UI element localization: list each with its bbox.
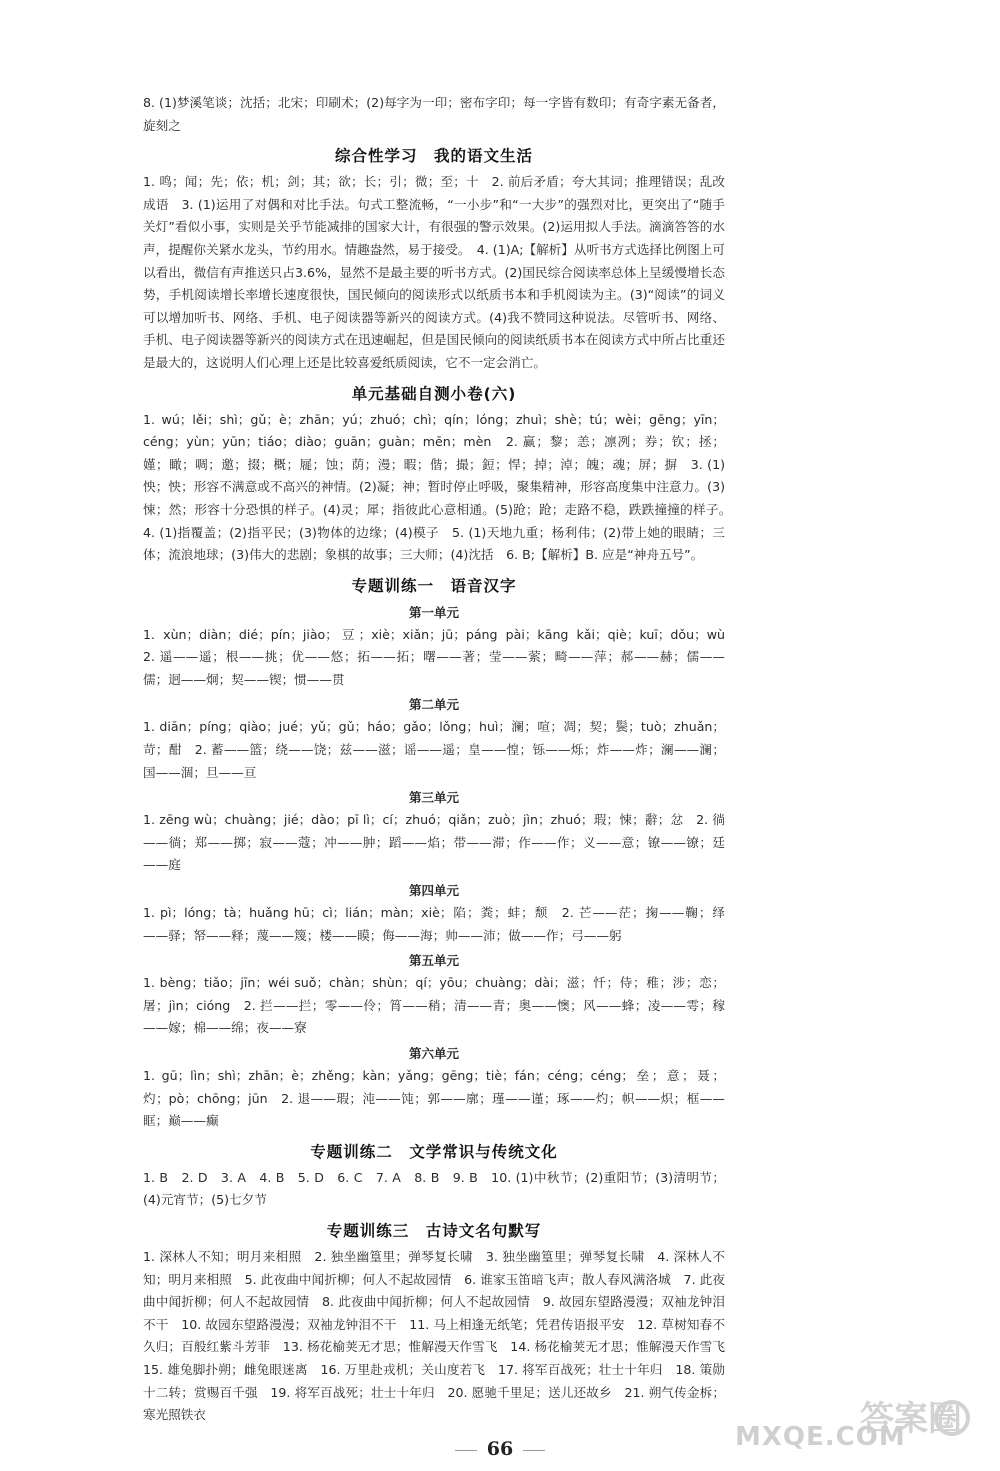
section-text-unit-test-6: 1. wú；lěi；shì；gǔ；è；zhān；yú；zhuó；chì；qín；lóng；zhuì；shè；tú；wèi；gēng；yīn；céng；yùn；yūn；tiáo；diào；guān；guàn；mēn；mèn 2. 赢；黎；恙；凛冽；券；钦；拯；嫤；瞰；啁；邀；掇；概；屣；蚀；荫；漫；暇；偕；撮；鋀；悍；掉；淖；魄；魂；屏；摒 3. (1)怏；怏；形容不满意或不高兴的神情。(2)凝；神；暂时停止呼吸，聚集精神，形容高度集中注意力。(3)悚；然；形容十分恐惧的样子。(4)灵；犀；指彼此心意相通。(5)跄；跄；走路不稳，跌跌撞撞的样子。 4. (1)指覆盖；(2)指平民；(3)物体的边缘；(4)模子 5. (1)天地九重；杨利伟；(2)带上她的眼睛；三体；流浪地球；(3)伟大的悲剧；象棋的故事；三大师；(4)沈括 6. B;【解析】B. 应是“神舟五号”。: [143, 411, 738, 563]
unit-title-3: 第三单元: [408, 790, 459, 806]
watermark-site: MXQE.COM: [735, 1422, 906, 1452]
section-title-poetry: 专题训练三 古诗文名句默写: [326, 1221, 542, 1240]
section-text-poetry: 1. 深林人不知；明月来相照 2. 独坐幽篁里；弹琴复长啸 3. 独坐幽篁里；弹琴复长啸 4. 深林人不知；明月来相照 5. 此夜曲中闻折柳；何人不起故园情 6. 谁家玉笛暗飞声；散人春风满洛城 7. 此夜曲中闻折柳；何人不起故园情 8. 此夜曲中闻折柳；何人不起故园情 9. 故园东望路漫漫；双袖龙钟泪不干 10. 故园东望路漫漫；双袖龙钟泪不干 11. 马上相逢无纸笔；凭君传语报平安 12. 草树知春不久归；百般红紫斗芳菲 13. 杨花榆荚无才思；惟解漫天作雪飞 14. 杨花榆荚无才思；惟解漫天作雪飞 15. 雄兔脚扑朔；雌兔眼迷离 16. 万里赴戎机；关山度若飞 17. 将军百战死；壮士十年归 18. 策勋十二转；赏赐百千强 19. 将军百战死；壮士十年归 20. 愿驰千里足；送儿还故乡 21. 朔气传金柝；寒光照铁衣: [143, 1248, 738, 1423]
unit-text-1: 1. xùn；diàn；dié；pín；jiào；豆；xiè；xiǎn；jū；páng pài；kāng kǎi；qiè；kuī；dǒu；wù 2. 遥——遥；根——挑；优——悠；拓——拓；曙——著；莹——萦；畸——萍；郝——赫；儒——儒；迥——炯；契——锲；惯——贯: [143, 626, 738, 687]
section-text-comprehensive-learning: 1. 鸣；闻；先；依；机；剑；其；欲；长；引；微；至；十 2. 前后矛盾；夸大其词；推理错误；乱改成语 3. (1)运用了对偶和对比手法。句式工整流畅，“一小步”和“一大步”的强烈对比，更突出了“随手关灯”看似小事，实则是关乎节能减排的国家大计，有很强的警示效果。(2)运用拟人手法。滴滴答答的水声，提醒你关紧水龙头，节约用水。情趣盎然，易于接受。 4. (1)A;【解析】从听书方式选择比例图上可以看出，微信有声推送只占3.6%，显然不是最主要的听书方式。(2)国民综合阅读率总体上呈缓慢增长态势，手机阅读增长率增长速度很快，国民倾向的阅读形式以纸质书本和手机阅读为主。(3)“阅读”的词义可以增加听书、网络、手机、电子阅读器等新兴的阅读方式。(4)我不赞同这种说法。尽管听书、网络、手机、电子阅读器等新兴的阅读方式在迅速崛起，但是国民倾向的阅读纸质书本在阅读方式中所占比重还是最大的，这说明人们心理上还是比较喜爱纸质阅读，它不一定会消亡。: [143, 174, 725, 370]
unit-title-4: 第四单元: [408, 883, 459, 899]
unit-text-5: 1. bèng；tiǎo；jīn；wéi suǒ；chàn；shùn；qí；yōu；chuàng；dài；滋；忏；侍；稚；涉；恋；屠；jìn；cióng 2. 拦——拦；零——伶；筲——稍；清——青；奥——懊；风——蜂；凌——雩；稼——嫁；棉——绵；夜——寮: [143, 975, 725, 1036]
section-title-phonetics: 专题训练一 语音汉字: [351, 576, 517, 595]
unit-text-3: 1. zēng wù；chuàng；jié；dào；pī lì；cí；zhuó；qiǎn；zuò；jìn；zhuó；瑕；悚；辭；忿 2. 徜——徜；郑——掷；寂——蔻；冲——肿；蹈——焰；带——滞；作——作；义——意；镣——镣；廷——庭: [143, 812, 725, 873]
unit-title-2: 第二单元: [408, 697, 459, 713]
document-page: [143, 92, 738, 1427]
unit-text-4: 1. pì；lóng；tà；huǎng hū；cì；lián；màn；xiè；陷；粪；蚌；颓 2. 芒——茫；掬——鞠；绎——驿；帑——释；蔑——篾；楼——瞙；侮——海；帅——沛；做——作；弓——躬: [143, 905, 725, 943]
unit-text-2: 1. diān；píng；qiào；jué；yǔ；gǔ；háo；gǎo；lǒng；huì；澜；喧；凋；契；鬓；tuò；zhuǎn；苛；酣 2. 蓄——篮；绕——饶；兹——滋；谣——遥；皇——惶；铄——烁；炸——炸；澜——澜；国——涸；旦——亘: [143, 719, 725, 780]
answer-item-8: 8. (1)梦溪笔谈；沈括；北宋；印刷术；(2)每字为一印；密布字印；每一字皆有数印；有奇字素无备者，旋刻之: [143, 95, 725, 133]
watermark-logo-text: 答案圈: [860, 1399, 962, 1439]
section-title-comprehensive-learning: 综合性学习 我的语文生活: [334, 147, 533, 166]
section-title-unit-test-6: 单元基础自测小卷(六): [351, 384, 517, 403]
section-text-literature: 1. B 2. D 3. A 4. B 5. D 6. C 7. A 8. B 9. B 10. (1)中秋节；(2)重阳节；(3)清明节；(4)元宵节；(5)七夕节: [143, 1169, 725, 1208]
unit-title-5: 第五单元: [408, 953, 459, 969]
unit-title-6: 第六单元: [408, 1046, 459, 1061]
unit-text-6: 1. gū；lìn；shì；zhān；è；zhěng；kàn；yǎng；gēng；tiè；fán；céng；céng；垒；意；聂；灼；pò；chōng；jūn 2. 退——瑕；沌——饨；郭——廓；瑾——谨；琢——灼；帜——炽；框——眶；巅——癫: [143, 1068, 725, 1129]
section-title-literature: 专题训练二 文学常识与传统文化: [310, 1142, 558, 1161]
page-number-value: 66: [486, 1438, 514, 1460]
unit-title-1: 第一单元: [408, 604, 459, 620]
page-number-left-rule: [455, 1450, 477, 1451]
page-number-right-rule: [523, 1450, 545, 1451]
